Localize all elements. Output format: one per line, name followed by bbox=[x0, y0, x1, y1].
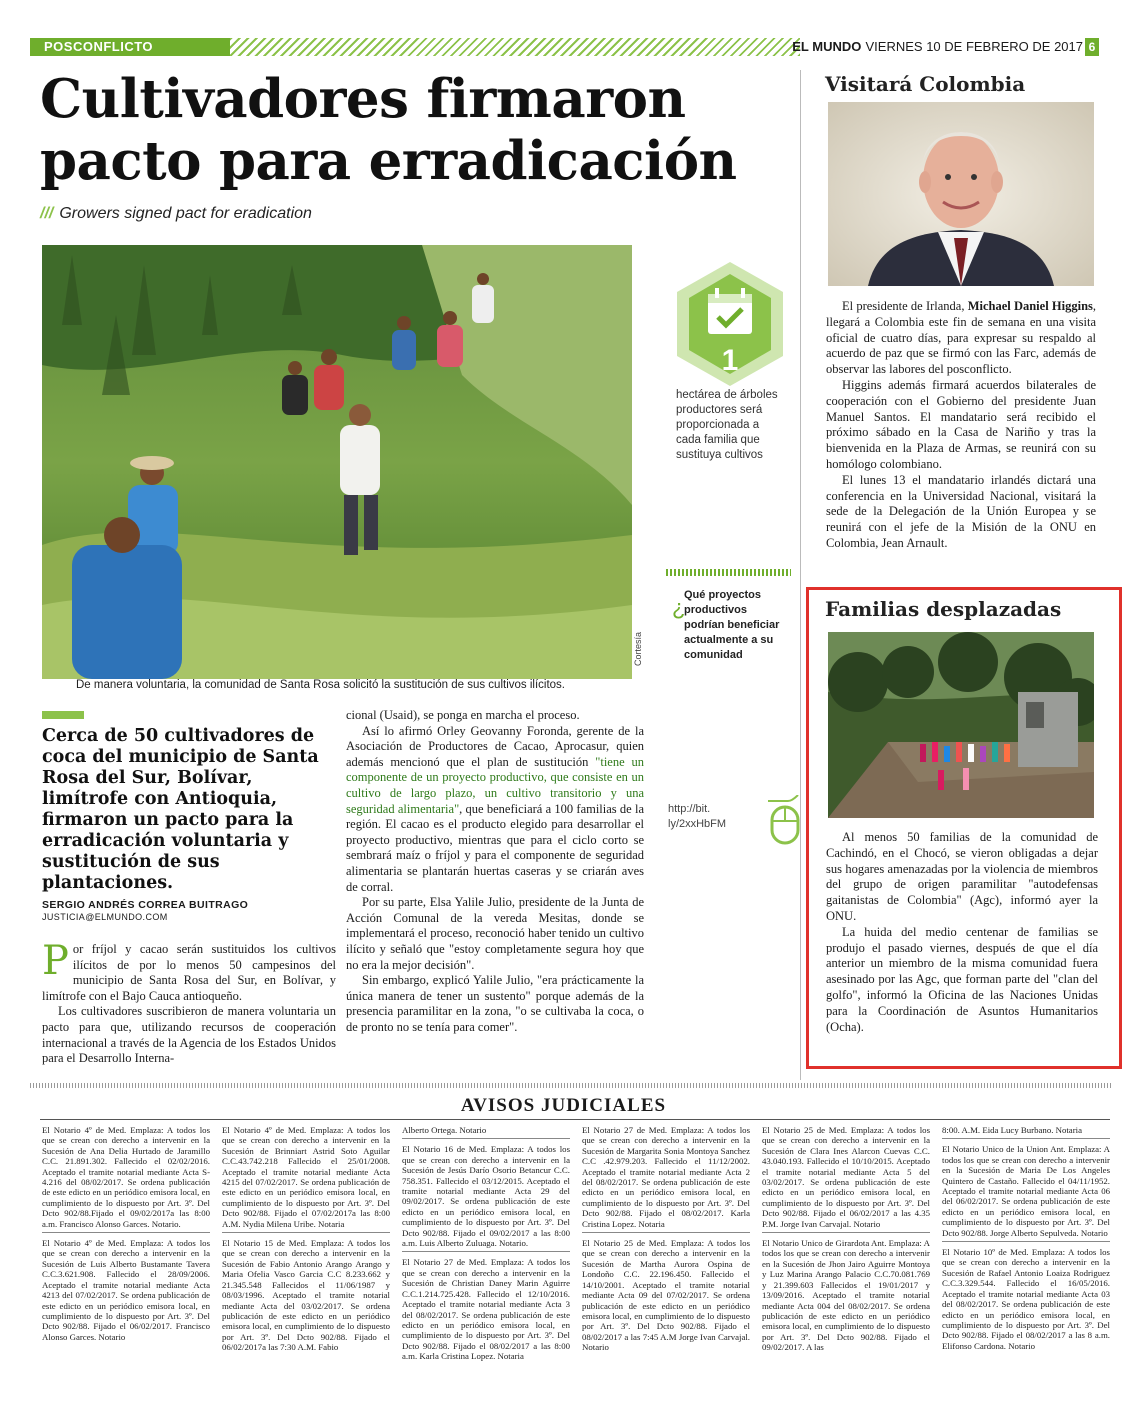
photo-caption: De manera voluntaria, la comunidad de Santa Rosa solicitó la sustitución de sus cultivos ilícitos. bbox=[76, 679, 565, 691]
body-paragraph: Así lo afirmó Orley Geovanny Foronda, gerente de la Asociación de Productores de Cacao, Aprocasur, quien además mencionó que el plan de sustitución "tiene un componente de un proyecto productivo, que consiste en un cultivo de largo plazo, un cultivo transitorio y una seguridad alimentaria", que beneficiará a 100 familias de la región. El cacao es el producto elegido para desarrollar el proyecto productivo, mientras que para el ciclo corto se sembrará maíz o fríjol y para el componente de seguridad alimentaria se plantarán huertas caseras y se criarán aves de corral. bbox=[346, 723, 644, 894]
body-paragraph: Por fríjol y cacao serán sustituidos los cultivos ilícitos de por lo menos 50 campesinos del municipio de Santa Rosa del Sur, en Bolívar, y limítrofe con el Bajo Cauca antioqueño. bbox=[42, 938, 336, 1003]
header-stripes bbox=[230, 38, 800, 56]
body-column-1 bbox=[42, 938, 336, 1067]
sidebar-paragraph: El presidente de Irlanda, Michael Daniel Higgins, llegará a Colombia este fin de semana en una visita oficial de cuatro días, para expresar su respaldo al acuerdo de paz que se firmó con las Farc, además de observar las labores del posconflicto. bbox=[826, 299, 1097, 377]
body-paragraph: Por su parte, Elsa Yalile Julio, presidente de la Junta de Acción Comunal de la vereda Mesitas, donde se implementará el proceso, reconoció haber tenido un cultivo ilícito y señaló que "estoy completamente segura hoy que no era la mejor decisión". bbox=[346, 895, 644, 972]
infographic-number: 1 bbox=[721, 344, 739, 377]
paper-date: VIERNES 10 DE FEBRERO DE 2017 bbox=[865, 39, 1083, 54]
sidebar-paragraph: El lunes 13 el mandatario irlandés dictará una conferencia en la Universidad Nacional, visitará la sede de la Delegación de la Unión Europea y se reunirá con el jefe de la Misión de la ONU en Colombia, Jean Arnault. bbox=[826, 472, 1096, 550]
sidebar-text-displaced bbox=[826, 830, 1098, 1035]
photo-credit: Cortesía bbox=[633, 631, 643, 666]
question-bar bbox=[666, 569, 791, 576]
avisos-column bbox=[582, 1125, 750, 1361]
sidebar-title-displaced: Familias desplazadas bbox=[825, 597, 1062, 621]
sidebar-title-visit: Visitará Colombia bbox=[825, 72, 1026, 96]
legal-notice: El Notario 10º de Med. Emplaza: A todos los que se crean con derecho a intervenir en la Sucesión de Rafael Antonio Loaiza Rodriguez C.C.3.329.544. Fallecido el 16/05/2016. Aceptado el tramite notarial mediante Acta 03 del 08/02/2017. Se ordena publicación de este edicto en un periódico emisora local, en cumplimiento de lo dispuesto por Art. 3º. Del Dcto 902/88. Fijado el 08/02/2017 a las 8 a.m. Elifonso Cardona. Notario bbox=[942, 1247, 1110, 1351]
portrait-photo bbox=[828, 102, 1094, 286]
body-paragraph: cional (Usaid), se ponga en marcha el proceso. bbox=[346, 708, 580, 722]
legal-notice: El Notario 27 de Med. Emplaza: A todos los que se crean con derecho a intervenir en la Sucesión de Margarita Sonia Montoya Sanchez C.C .42.979.203. Fallecido el 11/12/2002. Aceptado el tramite notarial mediante Acta 2 del 08/02/2017. Se ordena publicación de este edicto en un periódico emisora local, en cumplimiento de lo dispuesto por Art. 3º. Del Dcto 902/88. Fijado el 08/02/2017. Karla Cristina Lopez. Notaria bbox=[582, 1125, 750, 1233]
body-paragraph: Los cultivadores suscribieron de manera voluntaria un pacto para que, utilizando recursos de cooperación internacional a través de la Agencia de los Estados Unidos para el Desarrollo Interna- bbox=[42, 1004, 336, 1066]
byline: SERGIO ANDRÉS CORREA BUITRAGO bbox=[42, 899, 249, 911]
subheadline-text: Growers signed pact for eradication bbox=[59, 205, 312, 222]
avisos-column bbox=[762, 1125, 930, 1361]
body-paragraph: Sin embargo, explicó Yalile Julio, "era prácticamente la única manera de tener un sustento" porque además de la presencia paramilitar en la zona, "o se cultivaba la coca, o de pronto no se tenía para comer". bbox=[346, 973, 644, 1034]
lead-paragraph: Cerca de 50 cultivadores de coca del municipio de Santa Rosa del Sur, Bolívar, limítrofe con Antioquia, firmaron un pacto para la erradicación voluntaria y sustitución de sus plantaciones. bbox=[42, 726, 319, 893]
highlighted-quote: "tiene un componente de un proyecto productivo, que consiste en un cultivo de largo plazo, un cultivo transitorio y una seguridad alimentaria" bbox=[346, 754, 644, 816]
sidebar-text-visit bbox=[826, 299, 1096, 552]
question-text: Qué proyectos productivos podrían beneficiar actualmente a su comunidad bbox=[684, 589, 780, 661]
legal-notice: El Notario 27 de Med. Emplaza: A todos los que se crean con derecho a intervenir en la Sucesión de Christian Daney Marin Aguirre C.C.1.214.725.428. Fallecido el 12/10/2016. Aceptado el tramite notarial mediante Acta 3 del 08/02/2017. Se ordena publicación de este edicto en un periódico emisora local, en cumplimiento de lo dispuesto por Art. 3º. Del Dcto 902/88. Fijado el 08/02/2017 a las 8:00 a.m. Karla Cristina Lopez. Notaria bbox=[402, 1257, 570, 1362]
subheadline bbox=[40, 205, 312, 223]
mouse-icon bbox=[768, 795, 802, 845]
avisos-column bbox=[222, 1125, 390, 1361]
byline-email: JUSTICIA@ELMUNDO.COM bbox=[42, 912, 168, 922]
legal-notice: El Notario 16 de Med. Emplaza: A todos los que se crean con derecho a intervenir en la Sucesión de Jesús Darío Osorio Betancur C.C. 758.351. Fallecido el 03/12/2015. Aceptado el tramite notarial mediante Acta 29 del 09/02/2017. Se ordena publicación de este edicto en un periódico emisora local, en cumplimiento de lo dispuesto por Art. 3º. Del Dcto 902/88. Fijado el 09/02/2017 a las 8:00 a.m. Luis Alberto Zuluaga. Notario. bbox=[402, 1144, 570, 1252]
legal-notice: El Notario Unico de Girardota Ant. Emplaza: A todos los que se crean con derecho a intervenir en la Sucesión de Jhon Jairo Aguirre Montoya y Luz Marina Arango Palacio C.C.70.081.769 y 21.399.603 Fallecidos el 19/01/2017 y 13/09/2016. Aceptado el tramite notarial mediante Acta 004 del 08/02/2017. Se ordena publicación de este edicto en un periódico emisora local, en cumplimiento de lo dispuesto por Art. 3º. Del Dcto 902/88. Fijado el 09/02/2017. A las bbox=[762, 1238, 930, 1353]
avisos-divider bbox=[40, 1119, 1110, 1120]
legal-notice: 8:00. A.M. Eida Lucy Burbano. Notaria bbox=[942, 1125, 1110, 1139]
legal-notice: Alberto Ortega. Notario bbox=[402, 1125, 570, 1139]
displaced-families-photo bbox=[828, 632, 1094, 818]
sidebar-paragraph: Higgins además firmará acuerdos bilaterales de cooperación con el Gobierno del presidente Juan Manuel Santos. El mandatario será recibido el próximo sábado en la Casa de Nariño y tras la bienvenida en la Plaza de Armas, se reunirá con su homólogo colombiano. bbox=[826, 377, 1096, 471]
question-mark: ¿ bbox=[672, 595, 686, 620]
legal-notice: El Notario 4º de Med. Emplaza: A todos los que se crean con derecho a intervenir en la Sucesión de Ana Delia Hurtado de Jaramillo C.C. 21.891.302. Fallecido el 02/02/2016. Aceptado el tramite notarial mediante Acta S-4.216 del 08/02/2017. Se ordena publicación de este edicto en un periódico emisora local, en cumplimiento de lo dispuesto por Art. 3º. Del Dcto 902/88.Fijado el 09/02/2017a las 8:00 a.m. Francisco Alonso Garces. Notario. bbox=[42, 1125, 210, 1233]
paper-name: EL MUNDO bbox=[792, 39, 862, 54]
avisos-column bbox=[942, 1125, 1110, 1359]
headline: Cultivadores firmaron pacto para erradicación bbox=[40, 68, 737, 192]
avisos-rule bbox=[30, 1083, 1112, 1088]
section-tag bbox=[30, 38, 230, 56]
legal-notice: El Notario 15 de Med. Emplaza: A todos los que se crean con derecho a intervenir en la Sucesión de Fabio Antonio Arango Arango y Maria Ofelia Vasco Garcia C.C 8.233.662 y 21.345.548 Fallecidos el 11/06/1987 y 08/03/1996. Aceptado el tramite notarial mediante Acta del 03/02/2017. Se ordena publicación de este edicto en un periódico emisora local, en cumplimiento de lo dispuesto por Art. 3º. Del Dcto 902/88. Fijado el 06/02/2017a las 7:30 A.M. Fabio bbox=[222, 1238, 390, 1353]
body-column-2 bbox=[346, 708, 644, 1035]
subheadline-slashes: /// bbox=[40, 205, 54, 222]
legal-notice: El Notario Unico de la Union Ant. Emplaza: A todos los que se crean con derecho a intervenir en la Sucesión de Maria De Los Angeles Quintero de Castaño. Fallecido el 04/11/1952. Aceptado el tramite notarial mediante Acta 06 del 06/02/2017. Se ordena publicación de este edicto en un periódico emisora local, en cumplimiento de lo dispuesto por Art. 3º. Del Dcto 902/88. Jorge Alberto Sepulveda. Notario bbox=[942, 1144, 1110, 1242]
url-line-1: http://bit. bbox=[668, 803, 711, 815]
name-highlight: Michael Daniel Higgins bbox=[967, 299, 1093, 313]
calendar-check-icon bbox=[675, 260, 785, 388]
legal-notice: El Notario 4º de Med. Emplaza: A todos los que se crean con derecho a intervenir en la Sucesión de Brinniart Astrid Soto Aguilar C.C.43.742.218 Fallecido el 25/01/2008. Aceptado el tramite notarial mediante Acta 4215 del 07/02/2017. Se ordena publicación de este edicto en un periódico emisora local, en cumplimiento de lo dispuesto por Art. 3º. Del Dcto 902/88. Fijado el 07/02/2017a las 8:00 A.M. Nydia Milena Uribe. Notaria bbox=[222, 1125, 390, 1233]
avisos-column bbox=[402, 1125, 570, 1370]
sidebar-paragraph: Al menos 50 familias de la comunidad de Cachindó, en el Chocó, se vieron obligadas a dejar sus hogares amenazadas por la violencia de miembros del grupo de origen paramilitar "autodefensas gaitanistas de Colombia" (Agc), informó ayer la ONU. bbox=[826, 830, 1098, 923]
avisos-column bbox=[42, 1125, 210, 1350]
legal-notice: El Notario 25 de Med. Emplaza: A todos los que se crean con derecho a intervenir en la Sucesión de Martha Aurora Ospina de Londoño C.C. 22.196.450. Fallecido el 14/10/2001. Aceptado el tramite notarial mediante Acta 09 del 07/02/2017. Se ordena publicación de este edicto en un periódico emisora local, en cumplimiento de lo dispuesto por Art. 3º. Del Dcto 902/88. Fijado el 08/02/2017 a las 7:45 A.M Jorge Ivan Carvajal. Notario bbox=[582, 1238, 750, 1353]
legal-notice: El Notario 25 de Med. Emplaza: A todos los que se crean con derecho a intervenir en la Sucesión de Clara Ines Alarcon Cuevas C.C. 43.040.193. Fallecido el 10/10/2015. Aceptado el tramite notarial mediante Acta 5 del 03/02/2017. Se ordena publicación de este edicto en un periódico emisora local, en cumplimiento de lo dispuesto por Art. 3º. Del Dcto 902/88. Fijado el 06/02/2017 a las 4.35 P.M. Jorge Ivan Carvajal. Notario bbox=[762, 1125, 930, 1233]
sidebar-paragraph: La huida del medio centenar de familias se produjo el pasado viernes, después de que el día anterior un miembro de la misma comunidad fuera asesinado por las Agc, que forman parte del "clan del golfo", informó la Oficina de las Naciones Unidas para la Coordinación de Asuntos Humanitarios (Ocha). bbox=[826, 924, 1098, 1034]
url-line-2: ly/2xxHbFM bbox=[668, 818, 727, 830]
main-photo bbox=[42, 245, 632, 679]
section-label: POSCONFLICTO bbox=[44, 39, 154, 54]
drop-cap: P bbox=[42, 938, 69, 984]
lead-tag bbox=[42, 711, 84, 719]
page-number: 6 bbox=[1085, 38, 1099, 56]
infographic-text: hectárea de árboles productores será proporcionada a cada familia que sustituya cultivos bbox=[676, 389, 778, 461]
legal-notice: El Notario 4º de Med. Emplaza: A todos los que se crean con derecho a intervenir en la Sucesión de Luis Alberto Bustamante Tavera C.C.3.621.908. Fallecido el 28/09/2006. Aceptado el tramite notarial mediante Acta 4213 del 07/02/2017. Se ordena publicación de este edicto en un periódico emisora local, en cumplimiento de lo dispuesto por Art. 3º. Del Dcto 902/88. Fijado el 06/02/2017. Francisco Alonso Garces. Notario bbox=[42, 1238, 210, 1342]
column-divider bbox=[800, 70, 801, 1080]
paper-header bbox=[792, 38, 1083, 57]
avisos-title: AVISOS JUDICIALES bbox=[460, 1095, 667, 1116]
url-text[interactable] bbox=[668, 802, 726, 832]
